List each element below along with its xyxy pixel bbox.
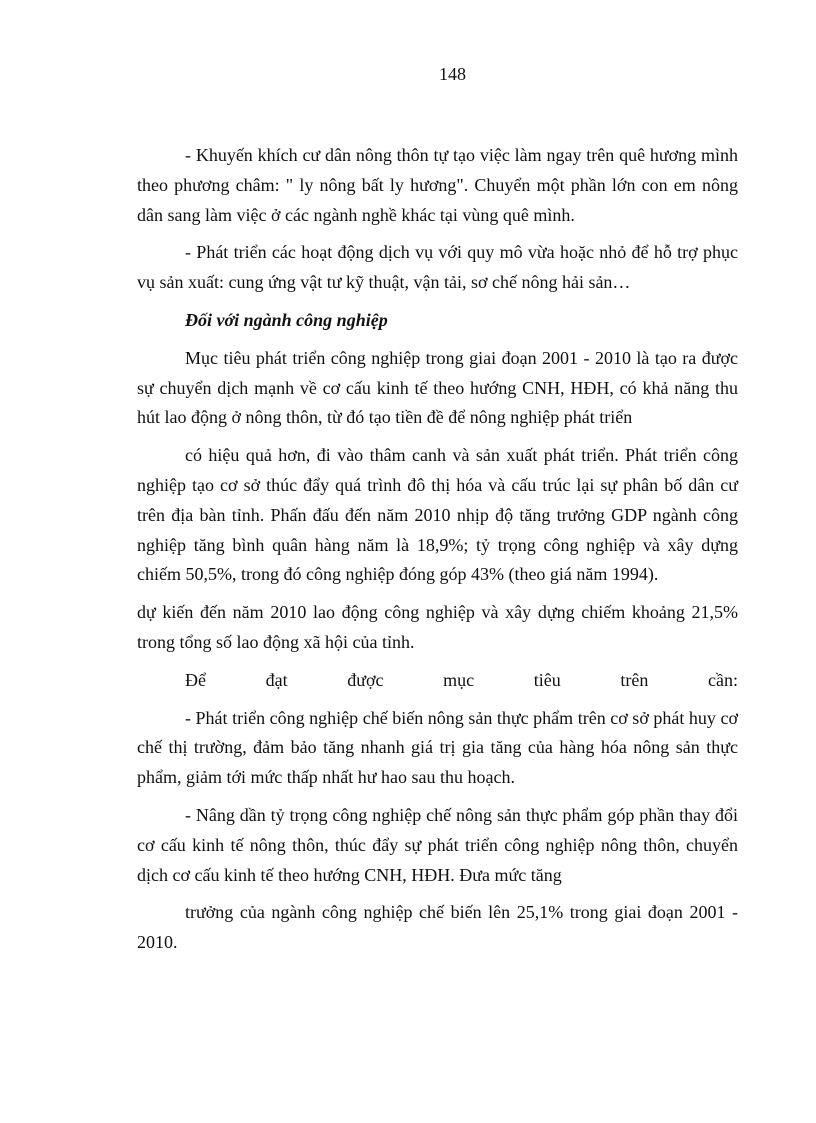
paragraph-food-processing: - Phát triển công nghiệp chế biến nông sản thực phẩm trên cơ sở phát huy cơ chế thị trường, đảm bảo tăng nhanh giá trị gia tăng của hàng hóa nông sản thực phẩm, giảm tới mức thấp nhất hư hao sau thu hoạch. (137, 707, 738, 788)
page-number: 148 (439, 64, 466, 84)
paragraph-processing-share: - Nâng dần tỷ trọng công nghiệp chế nông sản thực phẩm góp phần thay đổi cơ cấu kinh tế nông thôn, thúc đẩy sự phát triển công nghiệp nông thôn, chuyển dịch cơ cấu kinh tế theo hướng CNH, HĐH. Đưa mức tăng (137, 804, 738, 885)
body-text (137, 141, 738, 966)
paragraph-rural-self-employment: - Khuyến khích cư dân nông thôn tự tạo việc làm ngay trên quê hương mình theo phương châm: " ly nông bất ly hương". Chuyển một phần lớn con em nông dân sang làm việc ở các ngành nghề khác tại vùng quê mình. (137, 145, 738, 225)
section-heading-industry: Đối với ngành công nghiệp (185, 309, 388, 330)
paragraph-growth-target: trưởng của ngành công nghiệp chế biến lên 25,1% trong giai đoạn 2001 - 2010. (137, 902, 738, 953)
paragraph-service-development: - Phát triển các hoạt động dịch vụ với quy mô vừa hoặc nhỏ để hỗ trợ phục vụ sản xuất: cung ứng vật tư kỹ thuật, vận tải, sơ chế nông hải sản… (137, 242, 738, 293)
paragraph-industry-efficiency: có hiệu quả hơn, đi vào thâm canh và sản xuất phát triển. Phát triển công nghiệp tạo cơ sở thúc đẩy quá trình đô thị hóa và cấu trúc lại sự phân bố dân cư trên địa bàn tỉnh. Phấn đấu đến năm 2010 nhịp độ tăng trưởng GDP ngành công nghiệp tăng bình quân hàng năm là 18,9%; tỷ trọng công nghiệp và xây dựng chiếm 50,5%, trong đó công nghiệp đóng góp 43% (theo giá năm 1994). (137, 445, 738, 585)
paragraph-goal-intro: Để đạt được mục tiêu trên cần: (185, 669, 738, 690)
paragraph-industry-goal: Mục tiêu phát triển công nghiệp trong giai đoạn 2001 - 2010 là tạo ra được sự chuyển dịch mạnh về cơ cấu kinh tế theo hướng CNH, HĐH, có khả năng thu hút lao động ở nông thôn, từ đó tạo tiền đề để nông nghiệp phát triển (137, 347, 738, 428)
paragraph-labor-forecast: dự kiến đến năm 2010 lao động công nghiệp và xây dựng chiếm khoảng 21,5% trong tổng số lao động xã hội của tỉnh. (137, 602, 738, 652)
